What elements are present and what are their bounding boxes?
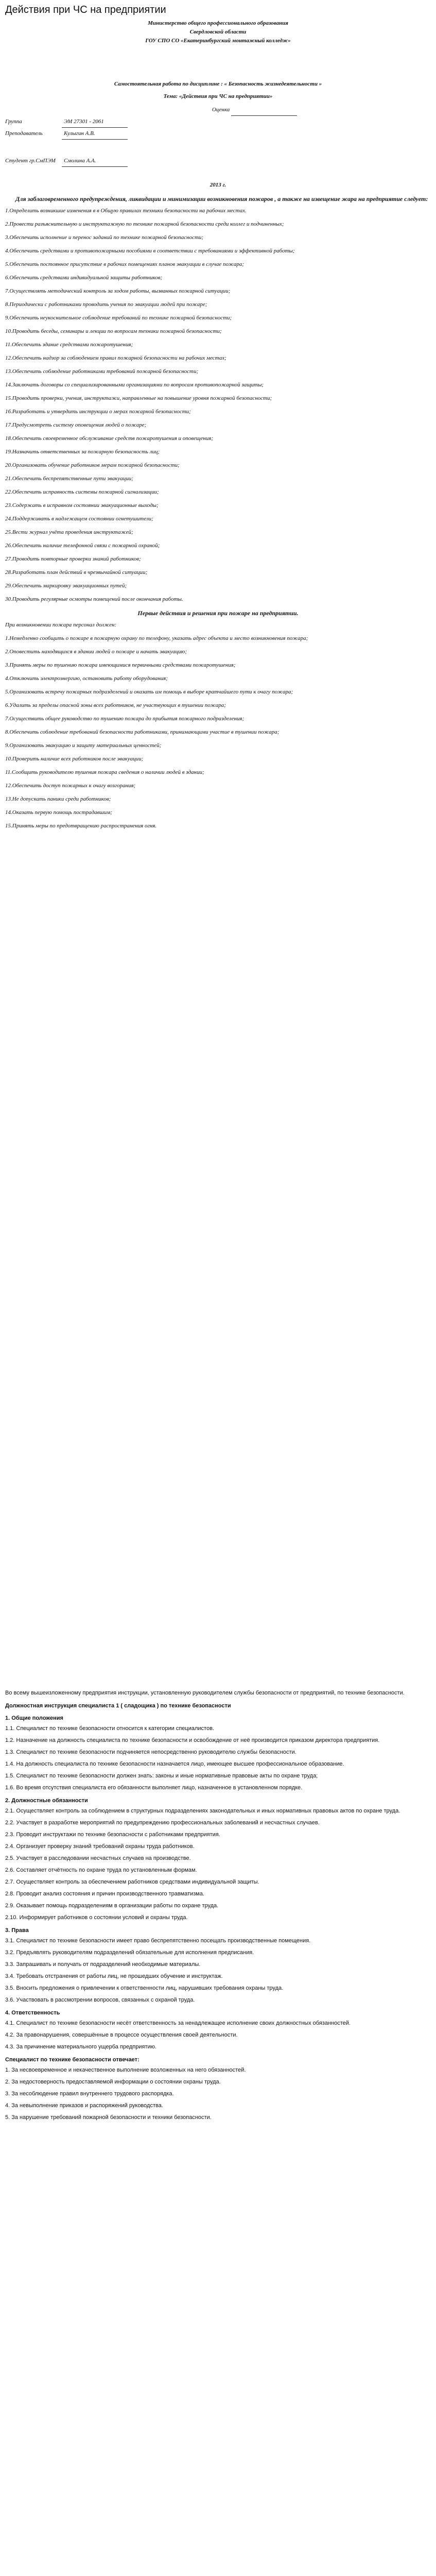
list-item: 2.8. Проводит анализ состояния и причин производственного травматизма.: [5, 1891, 205, 1897]
list-item: 18.Обеспечить своевременное обслуживание средств пожаротушения и оповещения;: [5, 435, 214, 442]
list-item: 1.1. Специалист по технике безопасности относится к категории специалистов.: [5, 1725, 214, 1732]
list-item: 3.6. Участвовать в рассмотрении вопросов, связанных с охраной труда.: [5, 1997, 195, 2003]
grade-label: Оценка: [212, 107, 230, 113]
student-label: Студент гр.СмПЭМ: [5, 158, 56, 164]
list-item: 3.4. Требовать отстранения от работы лиц, не прошедших обучение и инструктаж.: [5, 1973, 223, 1979]
ministry-header: [5, 19, 431, 45]
list-item: 1.5. Специалист по технике безопасности должен знать: законы и иные нормативные правовые акты по охране труда;: [5, 1773, 318, 1779]
part3-intro: Во всему вышеизложенному предприятия инструкции, установленную руководителем службы безопасности от предприятий, по технике безопасности.: [5, 1690, 405, 1696]
list-item: 14.Заключать договоры со специализированными организациями по вопросам противопожарной защиты;: [5, 382, 264, 388]
list-item: 19.Назначить ответственных за пожарную безопасность лиц;: [5, 449, 160, 455]
list-item: 1.Немедленно сообщить о пожаре в пожарную охрану по телефону, указать адрес объекта и место возникновения пожара;: [5, 635, 308, 641]
list-item: 1.Определить возникшие изменения в в Общую правилах техники безопасности на рабочих местах.: [5, 208, 247, 214]
list-item: 23.Содержать в исправном состоянии эвакуационные выходы;: [5, 502, 159, 509]
list-item: 30.Проводить регулярные осмотры помещений после окончания работы.: [5, 596, 183, 602]
subsection-title: 1. Общие положения: [5, 1715, 63, 1721]
part2-intro: При возникновении пожара персонал должен:: [5, 622, 117, 628]
list-item: 11.Обеспечить здание средствами пожаротушения;: [5, 342, 133, 348]
list-item: 27.Проводить повторные проверки знаний работников;: [5, 556, 141, 562]
header-line-1: Министерство общего профессионального образования: [148, 20, 288, 26]
list-item: 17.Предусмотреть систему оповещения людей о пожаре;: [5, 422, 147, 428]
list-item: 11.Сообщить руководителю тушения пожара сведения о наличии людей в здании;: [5, 769, 204, 775]
list-item: 5.Обеспечить постоянное присутствие в рабочих помещениях планов эвакуации в случае пожара;: [5, 261, 244, 267]
teacher-label: Преподаватель: [5, 130, 43, 137]
topic-line: Тема: «Действия при ЧС на предприятии»: [163, 93, 273, 99]
part2-list: [5, 634, 431, 831]
list-item: 10.Проверить наличие всех работников после эвакуации;: [5, 756, 144, 762]
teacher-row: [5, 128, 431, 140]
list-item: 20.Организовать обучение работников мерам пожарной безопасности;: [5, 462, 180, 468]
list-item: 1.2. Назначение на должность специалиста по технике безопасности и освобождение от неё производится приказом директора предприятия.: [5, 1737, 380, 1743]
list-item: 4.1. Специалист по технике безопасности несёт ответственность за ненадлежащее исполнение своих должностных обязанностей.: [5, 2020, 351, 2026]
list-item: 2.1. Осуществляет контроль за соблюдением в структурных подразделениях законодательных и иных нормативных правовых актов по охране труда.: [5, 1808, 400, 1814]
subsection-title: Специалист по технике безопасности отвечает:: [5, 2057, 139, 2063]
list-item: 8.Обеспечить соблюдение требований безопасности работниками, принимающими участие в тушении пожара;: [5, 729, 280, 735]
student-row: [5, 155, 431, 167]
part1-title: Для заблаговременного предупреждения, ликвидации и минимизации возникновения пожаров , а также на извещение жара на предприятие следует:: [15, 195, 428, 202]
grade-row: [5, 104, 431, 116]
list-item: 12.Обеспечить доступ пожарных к очагу возгорания;: [5, 783, 136, 789]
document-part-1: [5, 4, 431, 1689]
list-item: 28.Разработать план действий в чрезвычайной ситуации;: [5, 569, 148, 575]
list-item: 15.Принять меры по предотвращению распространения огня.: [5, 823, 157, 829]
list-item: 4.Обеспечить средствами и противопожарными пособиями в соответствии с требованиями и эффективной работы;: [5, 248, 295, 254]
list-item: 21.Обеспечить беспрепятственные пути эвакуации;: [5, 476, 133, 482]
document-title: Действия при ЧС на предприятии: [5, 4, 166, 15]
list-item: 1.4. На должность специалиста по технике безопасности назначается лицо, имеющее высшее профессиональное образование.: [5, 1761, 344, 1767]
list-item: 2.9. Оказывает помощь подразделениям в организации работы по охране труда.: [5, 1903, 219, 1909]
list-item: 2.10. Информирует работников о состоянии условий и охраны труда.: [5, 1914, 188, 1921]
subsection-title: 3. Права: [5, 1927, 29, 1934]
header-line-2: Свердловской области: [189, 29, 247, 35]
list-item: 10.Проводить беседы, семинары и лекции по вопросам техники пожарной безопасности;: [5, 328, 222, 334]
student-value: Смолина А.А.: [62, 155, 128, 167]
list-item: 1.6. Во время отсутствия специалиста его обязанности выполняет лицо, назначенное в установленном порядке.: [5, 1785, 303, 1791]
list-item: 1.3. Специалист по технике безопасности подчиняется непосредственно руководителю службы безопасности.: [5, 1749, 297, 1755]
subsection-title: 2. Должностные обязанности: [5, 1798, 88, 1804]
group-value: ЭМ 27301 - 2061: [62, 116, 128, 128]
list-item: 2.2. Участвует в разработке мероприятий по предупреждению профессиональных заболеваний и несчастных случаев.: [5, 1820, 320, 1826]
list-item: 7.Осуществить общее руководство по тушению пожара до прибытия пожарного подразделения;: [5, 716, 245, 722]
list-item: 3.1. Специалист по технике безопасности имеет право беспрепятственно посещать производственные помещения.: [5, 1938, 311, 1944]
list-item: 24.Поддерживать в надлежащем состоянии огнетушители;: [5, 516, 153, 522]
group-label: Группа: [5, 118, 22, 125]
list-item: 3.5. Вносить предложения о привлечении к ответственности лиц, нарушивших требования охраны труда.: [5, 1985, 284, 1991]
list-item: 3.3. Запрашивать и получать от подразделений необходимые материалы.: [5, 1961, 201, 1968]
list-item: 16.Разработать и утвердить инструкции о мерах пожарной безопасности;: [5, 409, 191, 415]
list-item: 2.Провести разъяснительную и инструктажную по технике пожарной безопасности среди коллег и подчиненных;: [5, 221, 284, 227]
part2-title: Первые действия и решения при пожаре на предприятии.: [137, 609, 299, 617]
list-item: 12.Обеспечить надзор за соблюдением правил пожарной безопасности на рабочих местах;: [5, 355, 226, 361]
header-line-3: ГОУ СПО СО «Екатеринбургский монтажный колледж»: [145, 38, 291, 44]
list-item: 9.Организовать эвакуацию и защиту материальных ценностей;: [5, 742, 162, 749]
list-item: 13.Обеспечить соблюдение работниками требований пожарной безопасности;: [5, 368, 199, 375]
grade-field: [231, 104, 297, 116]
list-item: 6.Удалить за пределы опасной зоны всех работников, не участвующих в тушении пожара;: [5, 702, 226, 708]
teacher-value: Кулыгин А.В.: [62, 128, 128, 140]
list-item: 5.Организовать встречу пожарных подразделений и оказать им помощь в выборе кратчайшего пути к очагу пожара;: [5, 689, 293, 695]
list-item: 4.2. За правонарушения, совершённые в процессе осуществления своей деятельности.: [5, 2032, 238, 2038]
list-item: 1. За несвоевременное и некачественное выполнение возложенных на него обязанностей.: [5, 2067, 246, 2073]
group-row: [5, 116, 431, 128]
list-item: 4.Отключить электроэнергию, остановить работу оборудования;: [5, 675, 168, 682]
list-item: 5. За нарушение требований пожарной безопасности и техники безопасности.: [5, 2114, 212, 2121]
list-item: 4.3. За причинение материального ущерба предприятию.: [5, 2044, 156, 2050]
part1-list: [5, 207, 431, 604]
list-item: 3.2. Предъявлять руководителям подразделений обязательные для исполнения предписания.: [5, 1950, 254, 1956]
list-item: 29.Обеспечить маркировку эвакуационных путей;: [5, 583, 127, 589]
list-item: 2.7. Осуществляет контроль за обеспечением работников средствами индивидуальной защиты.: [5, 1879, 259, 1885]
list-item: 2. За недостоверность предоставляемой информации о состоянии охраны труда.: [5, 2079, 221, 2085]
list-item: 2.3. Проводит инструктажи по технике безопасности с работниками предприятия.: [5, 1832, 220, 1838]
list-item: 9.Обеспечить неукоснительное соблюдение требований по технике пожарной безопасности;: [5, 315, 232, 321]
subject-line: Самостоятельная работа по дисциплине : « Безопасность жизнедеятельности »: [114, 81, 322, 87]
list-item: 3.Обеспечить исполнение и перенос заданий по технике пожарной безопасности;: [5, 234, 204, 241]
list-item: 13.Не допускать паники среди работников;: [5, 796, 111, 802]
list-item: 15.Проводить проверки, учения, инструктажи, направленные на повышение уровня пожарной безопасности;: [5, 395, 272, 401]
list-item: 14.Оказать первую помощь пострадавшим;: [5, 809, 112, 816]
list-item: 22.Обеспечить исправность системы пожарной сигнализации;: [5, 489, 159, 495]
list-item: 26.Обеспечить наличие телефонной связи с пожарной охраной;: [5, 543, 160, 549]
subsection-title: 4. Ответственность: [5, 2010, 60, 2016]
list-item: 2.4. Организует проверку знаний требований охраны труда работников.: [5, 1843, 195, 1850]
list-item: 8.Периодически с работниками проводить учения по эвакуации людей при пожаре;: [5, 301, 207, 308]
list-item: 2.5. Участвует в расследовании несчастных случаев на производстве.: [5, 1855, 191, 1861]
document-part-2: [5, 1689, 431, 2576]
list-item: 4. За невыполнение приказов и распоряжений руководства.: [5, 2103, 163, 2109]
part3-subsections: [5, 1714, 431, 2122]
list-item: 7.Осуществлять методический контроль за ходом работы, вызванных пожарной ситуации;: [5, 288, 231, 294]
list-item: 3. За несоблюдение правил внутреннего трудового распорядка.: [5, 2091, 174, 2097]
list-item: 25.Вести журнал учёта проведения инструктажей;: [5, 529, 133, 535]
list-item: 3.Принять меры по тушению пожара имеющимися первичными средствами пожаротушения;: [5, 662, 236, 668]
list-item: 2.Оповестить находящихся в здании людей о пожаре и начать эвакуацию;: [5, 649, 187, 655]
list-item: 6.Обеспечить средствами индивидуальной защиты работников;: [5, 275, 163, 281]
list-item: 2.6. Составляет отчётность по охране труда по установленным формам.: [5, 1867, 197, 1873]
year-line: 2013 г.: [210, 182, 226, 188]
part3-title: Должностная инструкция специалиста 1 ( сладощика ) по технике безопасности: [5, 1703, 231, 1709]
